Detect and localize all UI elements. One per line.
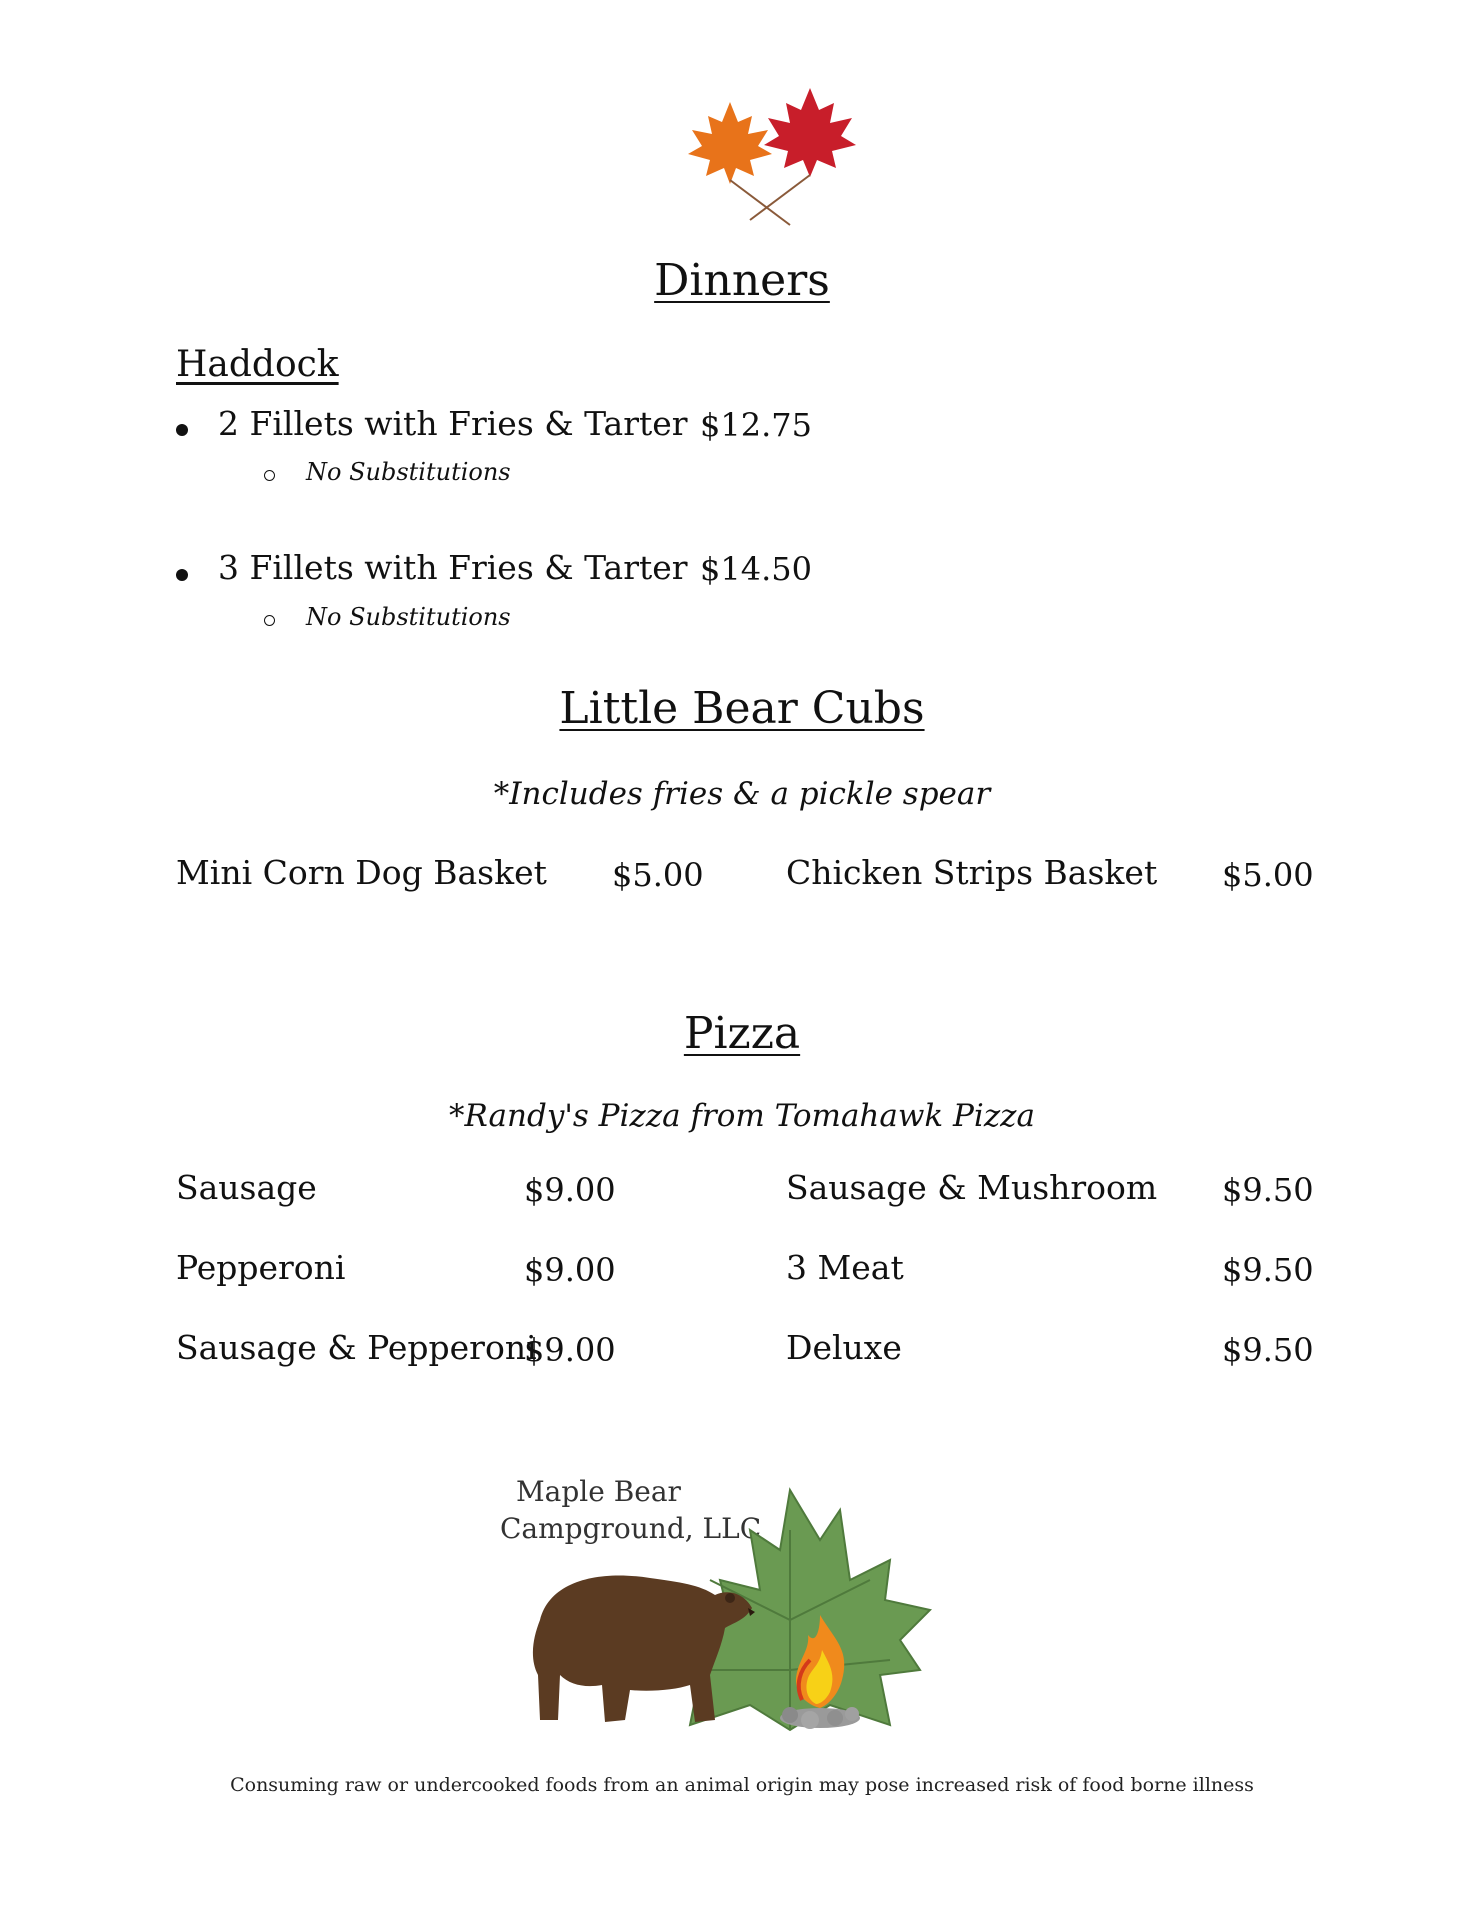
- logo-graphic: [490, 1470, 1000, 1750]
- cubs-item-2-label: Chicken Strips Basket: [786, 853, 1158, 892]
- food-safety-disclaimer: Consuming raw or undercooked foods from an animal origin may pose increased risk of food borne illness: [230, 1774, 1254, 1796]
- cubs-item-1-label: Mini Corn Dog Basket: [176, 853, 547, 892]
- logo-line-2: Campground, LLC: [500, 1512, 762, 1545]
- pizza-item-3-meat-label: 3 Meat: [786, 1248, 904, 1287]
- campground-logo: [490, 1470, 1000, 1750]
- pizza-item-sausage-pepperoni-label: Sausage & Pepperoni: [176, 1328, 537, 1367]
- pizza-item-sausage-pepperoni-price: $9.00: [524, 1331, 616, 1369]
- pizza-item-sausage-mushroom-price: $9.50: [1222, 1171, 1314, 1209]
- cubs-item-2-price: $5.00: [1222, 856, 1314, 894]
- pizza-note: *Randy's Pizza from Tomahawk Pizza: [449, 1098, 1035, 1134]
- cubs-note: *Includes fries & a pickle spear: [493, 776, 991, 812]
- bullet-circle: [264, 615, 275, 626]
- haddock-item-1-label: 2 Fillets with Fries & Tarter: [218, 404, 688, 443]
- haddock-item-2-note: No Substitutions: [306, 603, 511, 631]
- haddock-item-2-label: 3 Fillets with Fries & Tarter: [218, 548, 688, 587]
- haddock-item-1-price: $12.75: [700, 406, 812, 444]
- cubs-item-1-price: $5.00: [612, 856, 704, 894]
- bullet-circle: [264, 470, 275, 481]
- haddock-subheading: Haddock: [176, 344, 339, 385]
- pizza-item-deluxe-price: $9.50: [1222, 1331, 1314, 1369]
- pizza-item-deluxe-label: Deluxe: [786, 1328, 902, 1367]
- logo-line-1: Maple Bear: [516, 1475, 681, 1508]
- pizza-item-sausage-price: $9.00: [524, 1171, 616, 1209]
- maple-leaves-icon: [670, 80, 890, 230]
- pizza-item-sausage-mushroom-label: Sausage & Mushroom: [786, 1168, 1158, 1207]
- dinners-title: Dinners: [654, 255, 830, 306]
- haddock-item-2-price: $14.50: [700, 550, 812, 588]
- cubs-title: Little Bear Cubs: [559, 683, 925, 734]
- bullet-dot: [176, 424, 188, 436]
- pizza-item-3-meat-price: $9.50: [1222, 1251, 1314, 1289]
- pizza-item-pepperoni-label: Pepperoni: [176, 1248, 346, 1287]
- pizza-item-pepperoni-price: $9.00: [524, 1251, 616, 1289]
- haddock-item-1-note: No Substitutions: [306, 458, 511, 486]
- pizza-title: Pizza: [683, 1008, 801, 1059]
- bullet-dot: [176, 569, 188, 581]
- pizza-item-sausage-label: Sausage: [176, 1168, 317, 1207]
